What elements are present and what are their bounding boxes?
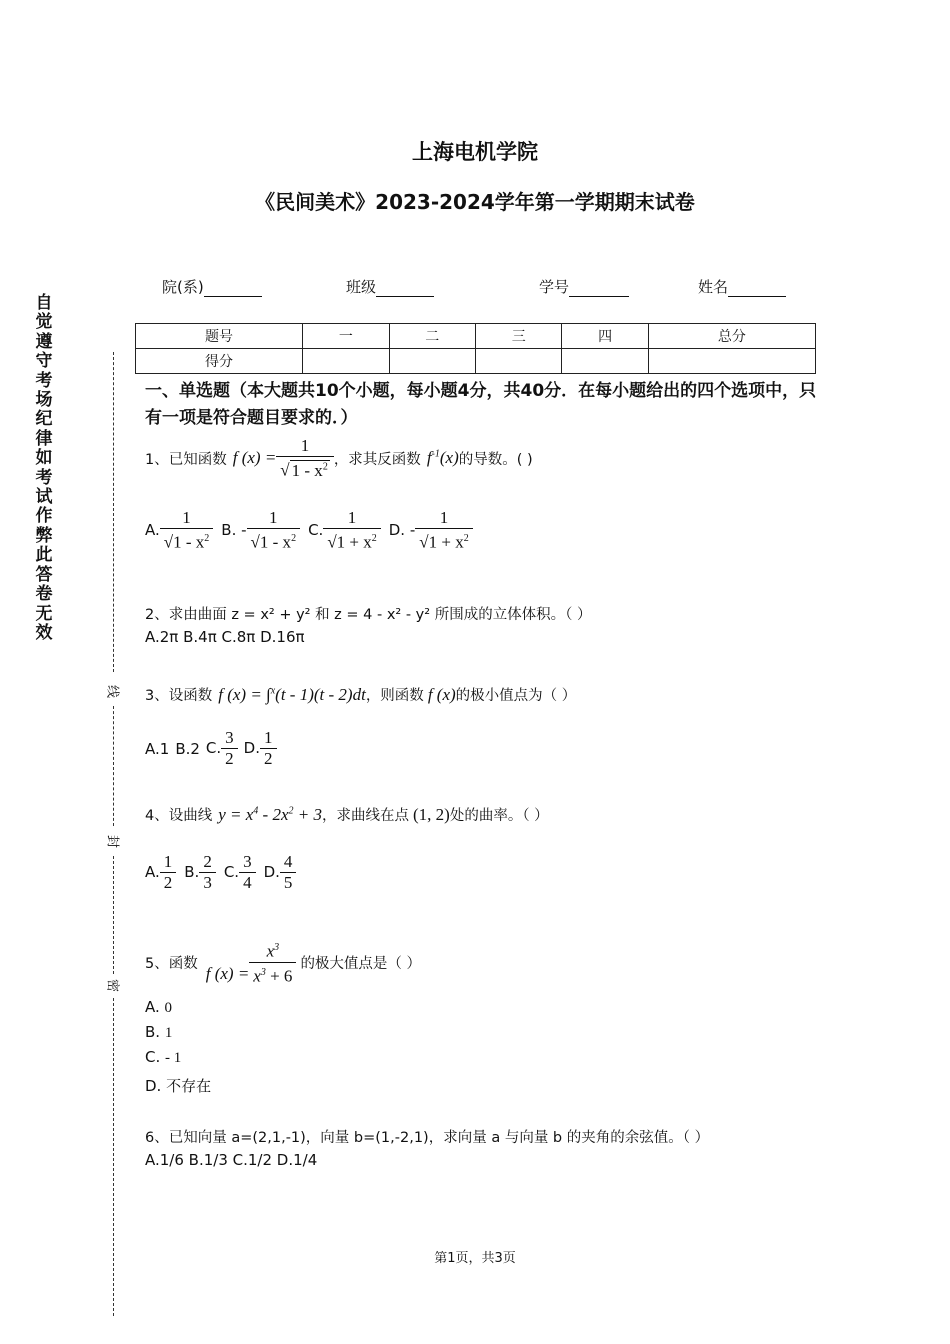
question-1: [145, 436, 533, 481]
q5-den-end: + 6: [265, 966, 293, 986]
q3-option-d-den: 2: [260, 748, 277, 769]
q1-option-c-sq: 2: [371, 533, 377, 544]
q5-num-sup: 3: [274, 942, 280, 953]
q1-den-sqrt: 1 - x: [291, 460, 323, 480]
q4-option-a-num: 1: [163, 852, 173, 871]
q4-option-b-den: 3: [199, 872, 216, 893]
q1-option-c-den: $√1 + x^2$: [323, 528, 380, 553]
q3-option-d-num: 1: [264, 728, 273, 747]
student-id-field: [539, 276, 629, 297]
q4-options: [145, 852, 296, 893]
q5-option-a-value: 0: [164, 1000, 173, 1016]
q3-option-b[interactable]: B.2: [175, 739, 200, 758]
q5-option-d-label: D.: [145, 1077, 162, 1095]
q4-option-d-label: D.: [263, 863, 280, 881]
q1-fx: f (x) =: [232, 448, 277, 468]
q1-finv-f: f: [426, 448, 432, 468]
q1-option-b-den: $√1 - x^2$: [247, 528, 301, 553]
q5-fx: f (x) =: [205, 964, 250, 984]
score-cell[interactable]: [475, 349, 561, 374]
q1-num: 1: [300, 436, 310, 455]
binding-line-bottom: [113, 998, 114, 1316]
name-label: 姓名: [698, 278, 729, 296]
q2-options[interactable]: A.2π B.4π C.8π D.16π: [145, 628, 305, 646]
q4-option-a-den: 2: [160, 872, 177, 893]
class-blank[interactable]: [376, 280, 434, 297]
q3-options: [145, 728, 277, 769]
score-table-score-row: [136, 349, 816, 374]
q5-prefix: 5、函数: [145, 955, 198, 972]
side-mark-line: 线: [104, 684, 120, 698]
q1-option-c-den-text: 1 + x: [336, 532, 372, 552]
header-cell: 一: [303, 324, 389, 349]
question-4: [145, 804, 549, 825]
q1-option-b[interactable]: [221, 508, 300, 553]
score-table-header-row: [136, 324, 816, 349]
exam-title: 《民间美术》2023-2024学年第一学期期末试卷: [255, 190, 695, 214]
q1-option-d-num: 1: [439, 508, 449, 527]
side-mark-seal: 封: [104, 834, 120, 848]
class-field: [346, 276, 434, 297]
q5-option-a[interactable]: [145, 998, 172, 1017]
q4-option-c-frac: [239, 852, 256, 893]
q1-option-b-label: B.: [221, 520, 237, 539]
q5-suffix: 的极大值点是（ ）: [300, 955, 422, 972]
header-cell: 总分: [648, 324, 815, 349]
q1-option-a-frac: [160, 508, 214, 553]
q5-den-x: x: [253, 966, 261, 986]
q4-prefix: 4、设曲线: [145, 808, 213, 824]
q1-square: 2: [322, 461, 328, 472]
q5-option-b-value: 1: [164, 1025, 173, 1041]
school-title: 上海电机学院: [412, 140, 538, 164]
q1-den: √ $1 - x^2$: [276, 456, 334, 481]
q5-option-c-label: C.: [145, 1048, 161, 1066]
header-cell: 题号: [136, 324, 303, 349]
q3-fx: f (x): [427, 684, 456, 704]
q4-formula-y: y = x: [218, 804, 254, 824]
q4-option-d-den: 5: [280, 872, 297, 893]
q4-option-c-label: C.: [223, 863, 240, 881]
q3-integral: f (x) = ∫: [218, 684, 271, 704]
q3-option-c-num: 3: [225, 728, 234, 747]
q1-finv-arg: (x): [439, 448, 459, 468]
q5-num-x: x: [266, 941, 275, 961]
q1-option-c-frac: [323, 508, 380, 553]
q1-option-d-frac: [415, 508, 472, 553]
q1-option-a[interactable]: [145, 508, 213, 553]
student-id-label: 学号: [539, 278, 570, 296]
q4-formula-end: + 3: [293, 804, 322, 824]
q1-option-d-sign: -: [409, 520, 416, 539]
q5-den: [249, 962, 296, 987]
q1-option-c-num: 1: [347, 508, 357, 527]
q3-option-d-frac: [260, 728, 277, 769]
q1-suffix: 的导数。( ): [458, 451, 533, 468]
q1-finv: [427, 448, 459, 468]
row-label-cell: 得分: [136, 349, 303, 374]
q5-option-c-value: - 1: [165, 1050, 182, 1066]
q1-option-d[interactable]: [389, 508, 473, 553]
q4-option-b-frac: [199, 852, 216, 893]
name-field: [698, 276, 786, 297]
q3-option-d-label: D.: [243, 739, 260, 757]
binding-line-low: [113, 856, 114, 974]
header-cell: 四: [562, 324, 648, 349]
q5-option-b-label: B.: [145, 1023, 161, 1041]
question-3: [145, 684, 576, 705]
q4-option-a[interactable]: [145, 852, 176, 893]
q1-option-c-label: C.: [308, 520, 324, 539]
binding-line-mid: [113, 706, 114, 826]
q1-option-d-den: $√1 + x^2$: [415, 528, 472, 553]
q3-option-c-frac: [221, 728, 238, 769]
department-field: [162, 276, 262, 297]
q4-option-a-frac: [160, 852, 177, 893]
side-mark-secret: 密: [104, 978, 120, 992]
q4-formula: [218, 805, 322, 825]
q1-option-a-sq: 2: [204, 533, 210, 544]
q4-option-a-label: A.: [145, 863, 160, 881]
question-2: 2、求由曲面 z = x² + y² 和 z = 4 - x² - y² 所围成的立体体积。（ ）: [145, 607, 592, 623]
q5-option-c[interactable]: [145, 1048, 181, 1067]
binding-line-top: [113, 352, 114, 672]
score-cell[interactable]: [648, 349, 815, 374]
question-6: 6、已知向量 a=(2,1,-1)，向量 b=(1,-2,1)，求向量 a 与向量 b 的夹角的余弦值。（ ）: [145, 1130, 710, 1146]
q5-option-d[interactable]: [145, 1075, 211, 1096]
q3-option-d[interactable]: [244, 728, 277, 769]
department-label: 院(系): [162, 278, 204, 296]
q1-option-a-label: A.: [145, 520, 160, 539]
q1-middle: ，求其反函数: [333, 451, 421, 468]
q1-finv-sup: -1: [431, 448, 440, 460]
department-blank[interactable]: [204, 280, 262, 297]
q4-option-c-num: 3: [243, 852, 252, 871]
q1-option-b-sign: -: [241, 520, 247, 539]
q1-option-d-den-text: 1 + x: [428, 532, 464, 552]
q1-option-b-sq: 2: [291, 533, 297, 544]
header-cell: 二: [389, 324, 475, 349]
q1-option-c[interactable]: [308, 508, 381, 553]
q5-option-b[interactable]: [145, 1023, 172, 1042]
q1-option-d-label: D.: [388, 520, 406, 539]
q3-middle: ，则函数: [365, 688, 424, 704]
q3-option-c[interactable]: [206, 728, 238, 769]
score-cell[interactable]: [303, 349, 389, 374]
q4-point: (1, 2): [413, 804, 450, 824]
q5-den-sup: 3: [260, 966, 266, 978]
score-cell[interactable]: [389, 349, 475, 374]
q3-integrand: (t - 1)(t - 2)dt: [275, 684, 366, 704]
q4-option-b[interactable]: [184, 852, 216, 893]
q4-formula-mid: - 2x: [258, 804, 289, 824]
q1-option-a-den-text: 1 - x: [173, 532, 205, 552]
q3-option-c-den: 2: [221, 748, 238, 769]
score-cell[interactable]: [562, 349, 648, 374]
q4-option-d-num: 4: [283, 852, 293, 871]
q4-option-d[interactable]: [264, 852, 297, 893]
q5-option-a-label: A.: [145, 998, 160, 1016]
q4-suffix: 处的曲率。（ ）: [449, 808, 549, 824]
q1-option-a-den: $√1 - x^2$: [160, 528, 214, 553]
q5-fraction: [249, 938, 296, 986]
side-warning: 自觉遵守考场纪律如考试作弊此答卷无效: [35, 293, 53, 643]
q4-option-b-label: B.: [184, 863, 200, 881]
q6-options[interactable]: A.1/6 B.1/3 C.1/2 D.1/4: [145, 1151, 318, 1169]
question-5: [145, 938, 421, 986]
q4-exp-1: 4: [253, 804, 259, 816]
section-heading: 一、单选题（本大题共10个小题，每小题4分，共40分．在每小题给出的四个选项中，只有一项是符合题目要求的．）: [145, 381, 817, 428]
class-label: 班级: [346, 278, 377, 296]
q5-option-d-value: 不存在: [166, 1077, 212, 1095]
q3-prefix: 3、设函数: [145, 688, 213, 704]
page-footer: 第1页，共3页: [434, 1251, 516, 1266]
q3-option-a[interactable]: A.1: [145, 739, 170, 758]
q3-option-c-label: C.: [205, 739, 222, 757]
q1-fraction: [276, 436, 334, 481]
q4-option-b-num: 2: [203, 852, 212, 871]
q3-upper-limit: x: [270, 684, 276, 696]
q1-option-b-num: 1: [269, 508, 278, 527]
q4-exp-2: 2: [288, 804, 294, 816]
q4-option-c-den: 4: [239, 872, 256, 893]
header-cell: 三: [475, 324, 561, 349]
q1-prefix: 1、已知函数: [145, 451, 227, 468]
name-blank[interactable]: [728, 280, 786, 297]
q1-options: [145, 508, 473, 553]
score-table: [135, 323, 816, 374]
q4-middle: ，求曲线在点: [322, 808, 409, 824]
q3-suffix: 的极小值点为（ ）: [455, 688, 577, 704]
q1-option-d-sq: 2: [463, 533, 469, 544]
q5-num: [263, 938, 284, 962]
q4-option-c[interactable]: [224, 852, 256, 893]
student-id-blank[interactable]: [569, 280, 629, 297]
q4-option-d-frac: [280, 852, 297, 893]
q1-option-b-frac: [247, 508, 301, 553]
q3-formula: [218, 685, 366, 705]
q1-option-b-den-text: 1 - x: [259, 532, 292, 552]
q1-option-a-num: 1: [182, 508, 191, 527]
